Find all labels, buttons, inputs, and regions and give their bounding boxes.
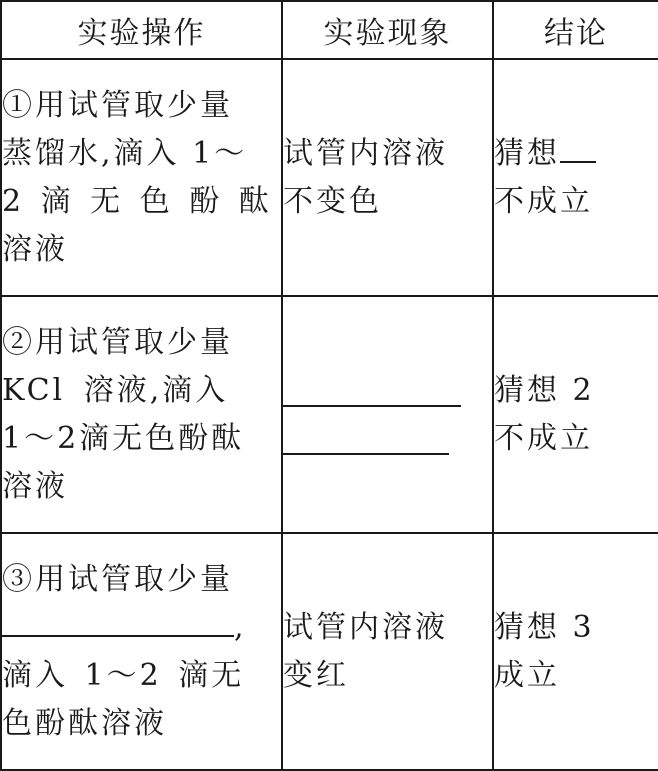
conclusion-line: 成立	[494, 657, 560, 693]
comma: ,	[234, 609, 247, 645]
table-row	[1, 296, 658, 533]
conclusion-line: 不成立	[494, 183, 593, 219]
phenomenon-cell	[282, 296, 493, 533]
operation-line: 溶液	[2, 468, 68, 504]
operation-line: KCl 溶液,滴入	[2, 372, 229, 408]
operation-line	[2, 604, 281, 652]
operation-line: 1～2滴无色酚酞	[2, 420, 245, 456]
operation-cell	[1, 533, 282, 770]
answer-blank[interactable]	[560, 131, 596, 163]
conclusion-line: 猜想 2	[494, 372, 595, 408]
phenomenon-cell	[282, 59, 493, 296]
answer-blank[interactable]	[283, 381, 461, 407]
operation-line: 蒸馏水,滴入 1～	[2, 135, 248, 171]
operation-line: 溶液	[2, 231, 68, 267]
answer-blank[interactable]	[2, 605, 234, 637]
conclusion-prefix: 猜想	[494, 135, 560, 171]
operation-line: ③用试管取少量	[2, 561, 233, 597]
phenomenon-line: 变红	[283, 657, 349, 693]
conclusion-line: 不成立	[494, 420, 593, 456]
phenomenon-line: 不变色	[283, 183, 382, 219]
table-row	[1, 59, 658, 296]
conclusion-line: 猜想 3	[494, 609, 595, 645]
conclusion-cell	[493, 296, 658, 533]
operation-line: 色酚酞溶液	[2, 705, 167, 741]
table-row	[1, 533, 658, 770]
conclusion-line	[494, 130, 658, 178]
operation-line: ①用试管取少量	[2, 87, 233, 123]
header-phenomenon: 实验现象	[282, 1, 493, 59]
operation-cell	[1, 59, 282, 296]
conclusion-cell	[493, 533, 658, 770]
header-row	[1, 1, 658, 59]
operation-line: ②用试管取少量	[2, 324, 233, 360]
conclusion-cell	[493, 59, 658, 296]
operation-cell	[1, 296, 282, 533]
header-operation: 实验操作	[1, 1, 282, 59]
header-conclusion: 结论	[493, 1, 658, 59]
phenomenon-cell	[282, 533, 493, 770]
phenomenon-line: 试管内溶液	[283, 135, 448, 171]
operation-line: 滴入 1～2 滴无	[2, 657, 245, 693]
operation-line: 2 滴 无 色 酚 酞	[2, 183, 272, 219]
phenomenon-line: 试管内溶液	[283, 609, 448, 645]
answer-blank[interactable]	[283, 429, 449, 455]
